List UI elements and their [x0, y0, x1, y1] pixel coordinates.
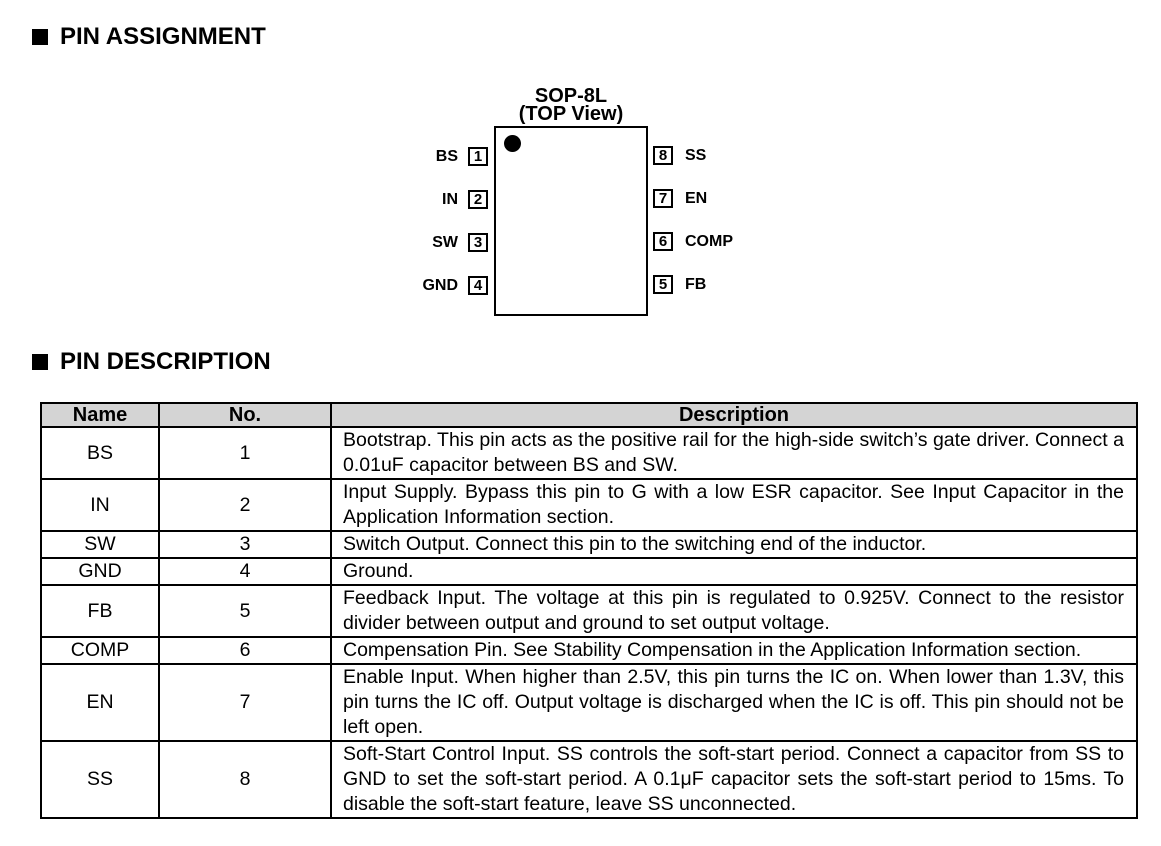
pin-description-cell: Enable Input. When higher than 2.5V, this pin turns the IC on. When lower than 1.3V, this pin turns the IC off. Output voltage is discharged when the IC is off. This pin should not be left open.: [331, 664, 1137, 741]
pin-name-cell: FB: [41, 585, 159, 637]
pin-description-heading: [32, 350, 271, 374]
pin-description-cell: Soft-Start Control Input. SS controls the soft-start period. Connect a capacitor from SS to GND to set the soft-start period. A 0.1μF capacitor sets the soft-start period to 15ms. To disable the soft-start feature, leave SS unconnected.: [331, 741, 1137, 818]
pin-label-6: COMP: [685, 233, 733, 250]
pin-name-cell: IN: [41, 479, 159, 531]
pin1-indicator-dot: [504, 135, 521, 152]
pin-label-1: BS: [435, 148, 458, 165]
bullet-square-icon: [32, 29, 48, 45]
table-row: [41, 558, 1137, 585]
pin-label-7: EN: [685, 190, 708, 207]
pin-description-cell: Bootstrap. This pin acts as the positive rail for the high-side switch’s gate driver. Connect a 0.01uF capacitor between BS and SW.: [331, 427, 1137, 479]
package-name: SOP-8L: [534, 85, 608, 107]
pin-label-3: SW: [432, 234, 458, 251]
pin-description-cell: Ground.: [331, 558, 1137, 585]
pin-name-cell: SS: [41, 741, 159, 818]
pin-assignment-heading: [32, 25, 266, 49]
pin-name-cell: GND: [41, 558, 159, 585]
pin-number-2: 2: [468, 190, 488, 209]
pin-name-cell: SW: [41, 531, 159, 558]
pin-no-cell: 4: [159, 558, 331, 585]
pin-number-8: 8: [653, 146, 673, 165]
pin-description-cell: Input Supply. Bypass this pin to G with a low ESR capacitor. See Input Capacitor in the Application Information section.: [331, 479, 1137, 531]
header-name: Name: [41, 403, 159, 427]
bullet-square-icon: [32, 354, 48, 370]
pin-label-8: SS: [685, 147, 707, 164]
table-row: [41, 664, 1137, 741]
pin-label-5: FB: [685, 276, 707, 293]
pin-no-cell: 3: [159, 531, 331, 558]
pin-no-cell: 2: [159, 479, 331, 531]
header-no: No.: [159, 403, 331, 427]
pin-no-cell: 1: [159, 427, 331, 479]
pin-name-cell: BS: [41, 427, 159, 479]
pin-description-title: PIN DESCRIPTION: [60, 348, 271, 375]
pin-no-cell: 6: [159, 637, 331, 664]
pin-number-7: 7: [653, 189, 673, 208]
table-row: [41, 637, 1137, 664]
header-description: Description: [331, 403, 1137, 427]
package-view: (TOP View): [518, 103, 624, 125]
pin-number-1: 1: [468, 147, 488, 166]
pin-description-table: [40, 402, 1138, 819]
pin-number-4: 4: [468, 276, 488, 295]
table-row: [41, 741, 1137, 818]
pin-number-6: 6: [653, 232, 673, 251]
table-row: [41, 479, 1137, 531]
pin-name-cell: COMP: [41, 637, 159, 664]
table-row: [41, 585, 1137, 637]
pin-number-5: 5: [653, 275, 673, 294]
ic-package-body: [494, 126, 648, 316]
table-row: [41, 531, 1137, 558]
table-header-row: [41, 403, 1137, 427]
table-row: [41, 427, 1137, 479]
pin-no-cell: 8: [159, 741, 331, 818]
pin-no-cell: 5: [159, 585, 331, 637]
pin-assignment-title: PIN ASSIGNMENT: [60, 23, 266, 50]
pin-description-cell: Feedback Input. The voltage at this pin is regulated to 0.925V. Connect to the resistor divider between output and ground to set output voltage.: [331, 585, 1137, 637]
pin-description-cell: Compensation Pin. See Stability Compensation in the Application Information section.: [331, 637, 1137, 664]
pin-label-4: GND: [422, 277, 458, 294]
pin-description-cell: Switch Output. Connect this pin to the switching end of the inductor.: [331, 531, 1137, 558]
pin-number-3: 3: [468, 233, 488, 252]
pin-no-cell: 7: [159, 664, 331, 741]
pin-name-cell: EN: [41, 664, 159, 741]
pin-label-2: IN: [442, 191, 458, 208]
